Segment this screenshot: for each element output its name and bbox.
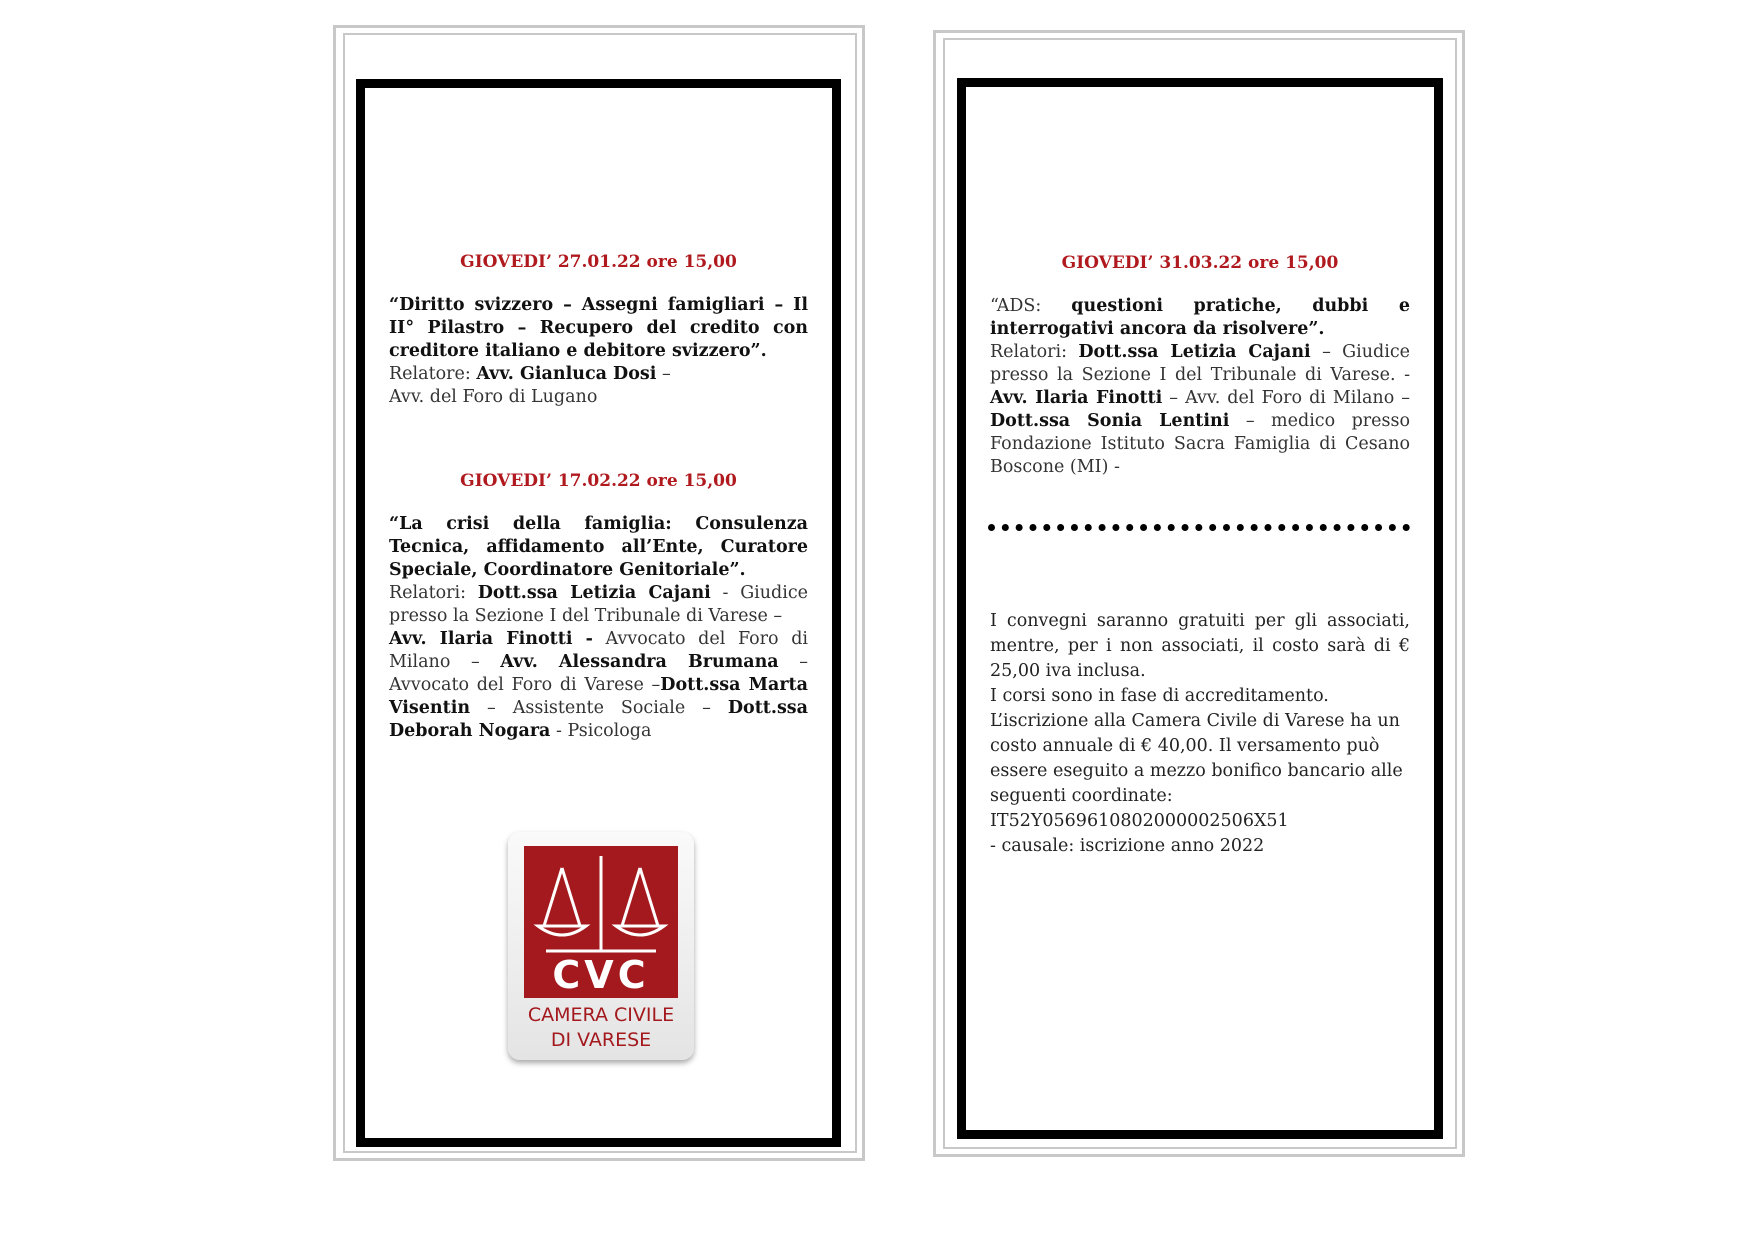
event-3-date: GIOVEDI’ 31.03.22 ore 15,00	[1061, 253, 1339, 273]
logo-red-panel	[524, 846, 678, 998]
event-2-speaker-5: Dott.ssa Deborah Nogara	[389, 698, 808, 741]
info-membership: L’iscrizione alla Camera Civile di Varese ha un costo annuale di € 40,00. Il versamento può essere eseguito a mezzo bonifico bancario alle seguenti coordinate:	[990, 711, 1403, 806]
event-2-speaker-4-role: – Assistente Sociale –	[470, 698, 728, 718]
info-iban: IT52Y0569610802000002506X51	[990, 811, 1289, 831]
logo-initials: CVC	[552, 953, 650, 997]
logo-badge	[508, 832, 694, 1060]
event-3-speaker-3: Dott.ssa Sonia Lentini	[990, 411, 1230, 431]
info-fees: I convegni saranno gratuiti per gli associati, mentre, per i non associati, il costo sarà di € 25,00 iva inclusa.	[990, 611, 1410, 681]
dotted-separator	[988, 524, 1410, 531]
event-3-body	[990, 295, 1410, 479]
info-block	[990, 609, 1410, 859]
event-1-relatore-label: Relatore:	[389, 364, 477, 384]
event-3-speaker-3-role: – medico presso Fondazione Istituto Sacra Famiglia di Cesano Boscone (MI) -	[990, 411, 1411, 477]
event-2-speaker-1-role: - Giudice presso la Sezione I del Tribunale di Varese –	[389, 583, 809, 626]
event-2-speaker-1: Dott.ssa Letizia Cajani	[477, 583, 711, 603]
event-3-speaker-2: Avv. Ilaria Finotti	[990, 388, 1163, 408]
event-2-relatori-label: Relatori:	[389, 583, 478, 603]
event-1-speaker: Avv. Gianluca Dosi	[476, 364, 657, 384]
event-1-body	[389, 294, 808, 409]
event-1-title: “Diritto svizzero – Assegni famigliari – Il II° Pilastro – Recupero del credito con creditore italiano e debitore svizzero”.	[389, 295, 808, 361]
event-1-dash: –	[656, 364, 671, 384]
event-3-speaker-1: Dott.ssa Letizia Cajani	[1078, 342, 1311, 362]
event-2-body	[389, 513, 808, 743]
left-panel	[356, 79, 841, 1147]
event-2-speaker-4: Dott.ssa Marta Visentin	[389, 675, 808, 718]
logo-line-2: DI VARESE	[550, 1029, 652, 1051]
right-panel	[957, 78, 1443, 1139]
event-3-title-open: “ADS:	[990, 296, 1072, 316]
event-3-relatori-label: Relatori:	[990, 342, 1079, 362]
camera-civile-varese-logo	[508, 832, 698, 1060]
info-causale: - causale: iscrizione anno 2022	[990, 836, 1265, 856]
event-2-speaker-3-role: – Avvocato del Foro di Varese –	[389, 652, 808, 695]
event-3-speaker-1-role: – Giudice presso la Sezione I del Tribunale di Varese. -	[990, 342, 1410, 385]
event-1	[389, 252, 808, 409]
event-2-speaker-3: Avv. Alessandra Brumana	[500, 652, 779, 672]
event-3	[990, 253, 1410, 479]
event-2-speaker-2-role: Avvocato del Foro di Milano –	[389, 629, 808, 672]
info-accreditation: I corsi sono in fase di accreditamento.	[990, 686, 1329, 706]
scales-of-justice-icon	[524, 846, 678, 998]
event-3-speaker-2-role: – Avv. del Foro di Milano –	[1162, 388, 1411, 408]
event-2	[389, 471, 808, 743]
event-2-title: “La crisi della famiglia: Consulenza Tecnica, affidamento all’Ente, Curatore Speciale, Coordinatore Genitoriale”.	[389, 514, 808, 580]
event-3-title: questioni pratiche, dubbi e interrogativi ancora da risolvere”.	[990, 296, 1410, 339]
event-1-speaker-role: Avv. del Foro di Lugano	[389, 387, 598, 407]
event-1-date: GIOVEDI’ 27.01.22 ore 15,00	[460, 252, 737, 272]
event-2-speaker-2: Avv. Ilaria Finotti -	[389, 629, 593, 649]
logo-line-1: CAMERA CIVILE	[527, 1004, 675, 1026]
event-2-date: GIOVEDI’ 17.02.22 ore 15,00	[460, 471, 737, 491]
event-2-speaker-5-role: - Psicologa	[550, 721, 652, 741]
